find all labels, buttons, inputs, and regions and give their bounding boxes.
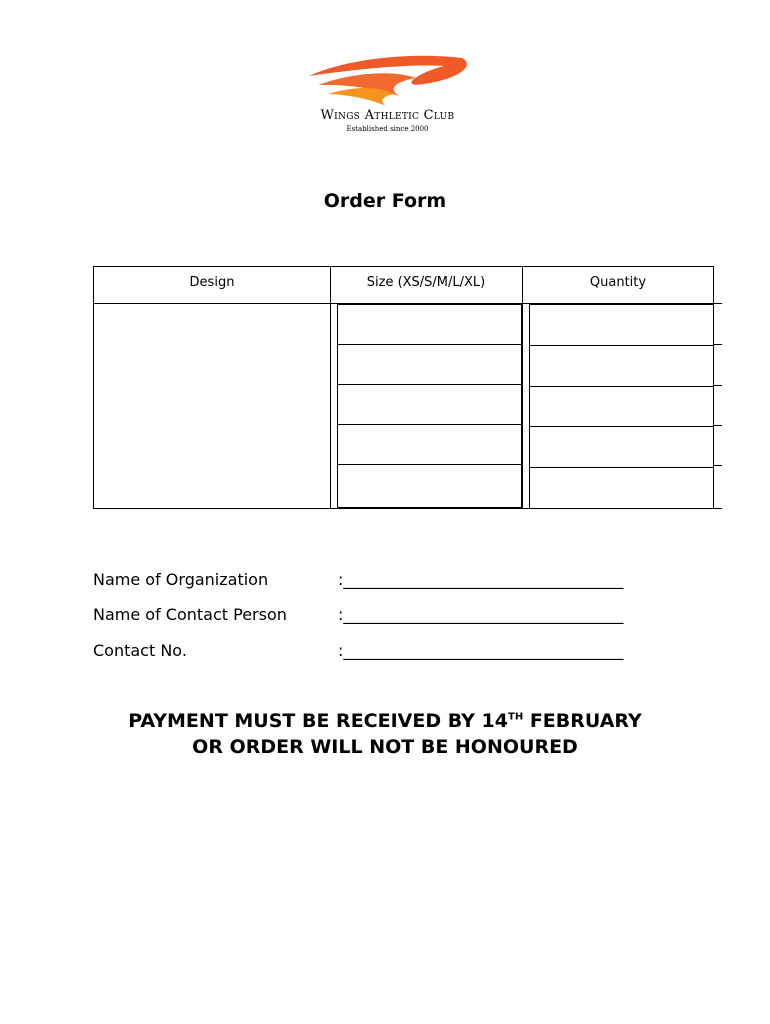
header-size: Size (XS/S/M/L/XL) [366,275,486,290]
wings-swoosh-icon [304,52,470,108]
header-quantity: Quantity [589,275,647,290]
quantity-cell-5[interactable] [529,467,714,509]
quantity-cell-4[interactable] [529,426,714,468]
size-cell-1[interactable] [337,304,522,345]
organization-field[interactable]: :___________________________________ [338,570,624,589]
row-tick [714,465,722,466]
size-cell-2[interactable] [337,344,522,385]
notice-superscript: TH [508,711,524,723]
row-tick [714,508,722,509]
order-table [93,266,714,509]
notice-line-1-month: FEBRUARY [523,710,642,732]
row-tick [714,344,722,345]
quantity-cell-2[interactable] [529,345,714,387]
column-divider [330,267,331,509]
page-title: Order Form [323,190,447,212]
column-divider [522,267,523,509]
contact-number-label: Contact No. [93,641,187,660]
notice-line-1 [0,708,770,734]
size-cell-5[interactable] [337,464,522,508]
organization-label: Name of Organization [93,570,269,589]
size-cell-3[interactable] [337,384,522,425]
header-design: Design [189,275,235,290]
notice-line-1-text: PAYMENT MUST BE RECEIVED BY 14 [128,710,508,732]
quantity-cell-3[interactable] [529,386,714,427]
row-tick [714,303,722,304]
contact-number-field[interactable]: :___________________________________ [338,641,624,660]
size-cell-4[interactable] [337,424,522,465]
club-logo [300,52,475,142]
club-name: Wings Athletic Club [320,108,455,123]
club-tagline: Established since 2000 [346,125,429,133]
contact-person-field[interactable]: :___________________________________ [338,605,624,624]
row-tick [714,385,722,386]
row-tick [714,425,722,426]
quantity-cell-1[interactable] [529,304,714,346]
notice-line-2: OR ORDER WILL NOT BE HONOURED [192,736,578,758]
payment-notice [0,708,770,760]
contact-person-label: Name of Contact Person [93,605,287,624]
